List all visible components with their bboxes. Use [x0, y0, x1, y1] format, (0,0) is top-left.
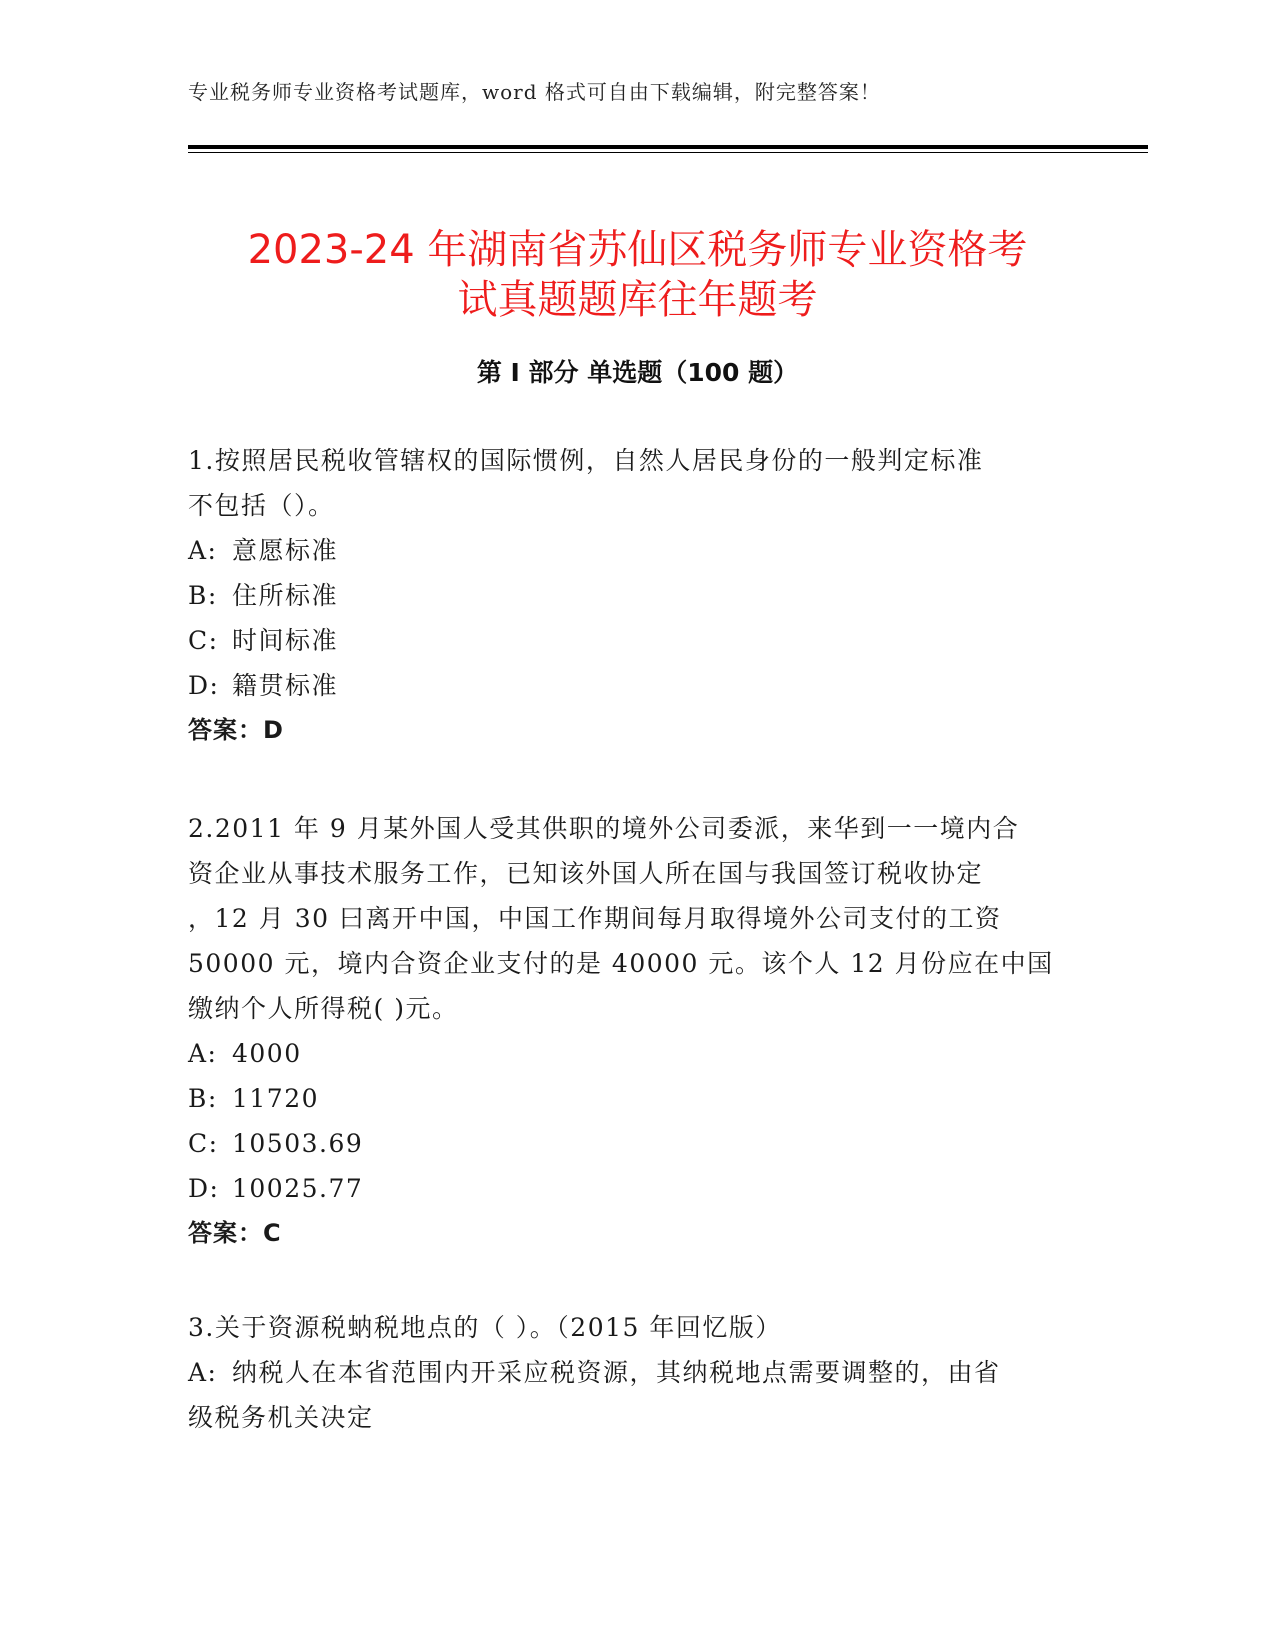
- option-a: [188, 1031, 1068, 1076]
- option-key: A:: [188, 1039, 218, 1068]
- option-text: 4000: [232, 1039, 302, 1068]
- header-rule-thick: [188, 145, 1148, 149]
- question-stem-line: 1.按照居民税收管辖权的国际惯例，自然人居民身份的一般判定标准: [188, 446, 984, 475]
- answer-label: 答案：D: [188, 716, 284, 744]
- header-note: 专业税务师专业资格考试题库，word 格式可自由下载编辑，附完整答案！: [188, 80, 881, 104]
- question-stem-line: 资企业从事技术服务工作，已知该外国人所在国与我国签订税收协定: [188, 859, 984, 888]
- option-text: 10503.69: [232, 1129, 364, 1158]
- option-text: 籍贯标准: [232, 671, 339, 700]
- question-stem-line: 3.关于资源税蚋税地点的（ ）。（2015 年回忆版）: [188, 1313, 782, 1342]
- question-stem-line: 50000 元，境内合资企业支付的是 40000 元。该个人 12 月份应在中国: [188, 949, 1054, 978]
- question-stem-line: 2.2011 年 9 月某外国人受其供职的境外公司委派，来华到一一境内合: [188, 814, 1020, 843]
- option-text: 10025.77: [232, 1174, 364, 1203]
- title-line-2: 试真题题库往年题考: [457, 276, 818, 323]
- option-text: 11720: [232, 1084, 320, 1113]
- section-heading: 第 I 部分 单选题（100 题）: [476, 358, 799, 387]
- option-key: A:: [188, 1358, 218, 1387]
- option-text: 纳税人在本省范围内开采应税资源，其纳税地点需要调整的，由省: [232, 1358, 1001, 1387]
- option-key: D:: [188, 1174, 220, 1203]
- question-2: [188, 806, 1068, 1256]
- option-key: A:: [188, 536, 218, 565]
- option-d: [188, 663, 1068, 708]
- question-stem-line: 缴纳个人所得税( )元。: [188, 994, 459, 1023]
- option-text: 意愿标准: [232, 536, 339, 565]
- option-a: [188, 1350, 1068, 1395]
- option-b: [188, 1076, 1068, 1121]
- question-stem-line: ，12 月 30 曰离开中国，中国工作期间每月取得境外公司支付的工资: [188, 904, 1002, 933]
- option-text: 时间标准: [232, 626, 339, 655]
- option-b: [188, 573, 1068, 618]
- option-key: B:: [188, 1084, 218, 1113]
- option-a: [188, 528, 1068, 573]
- option-c: [188, 1121, 1068, 1166]
- document-title: [150, 225, 1125, 325]
- question-1: [188, 438, 1068, 753]
- option-key: B:: [188, 581, 218, 610]
- option-key: C:: [188, 1129, 219, 1158]
- header-rule-thin: [188, 152, 1148, 153]
- option-c: [188, 618, 1068, 663]
- question-stem-line: 不包括（）。: [188, 491, 335, 520]
- question-3: [188, 1305, 1068, 1440]
- option-key: C:: [188, 626, 219, 655]
- option-text: 级税务机关决定: [188, 1403, 374, 1432]
- answer-label: 答案：C: [188, 1219, 282, 1247]
- option-key: D:: [188, 671, 220, 700]
- option-text: 住所标准: [232, 581, 339, 610]
- option-a-continued: [188, 1395, 1068, 1440]
- title-line-1: 2023-24 年湖南省苏仙区税务师专业资格考: [247, 226, 1028, 273]
- option-d: [188, 1166, 1068, 1211]
